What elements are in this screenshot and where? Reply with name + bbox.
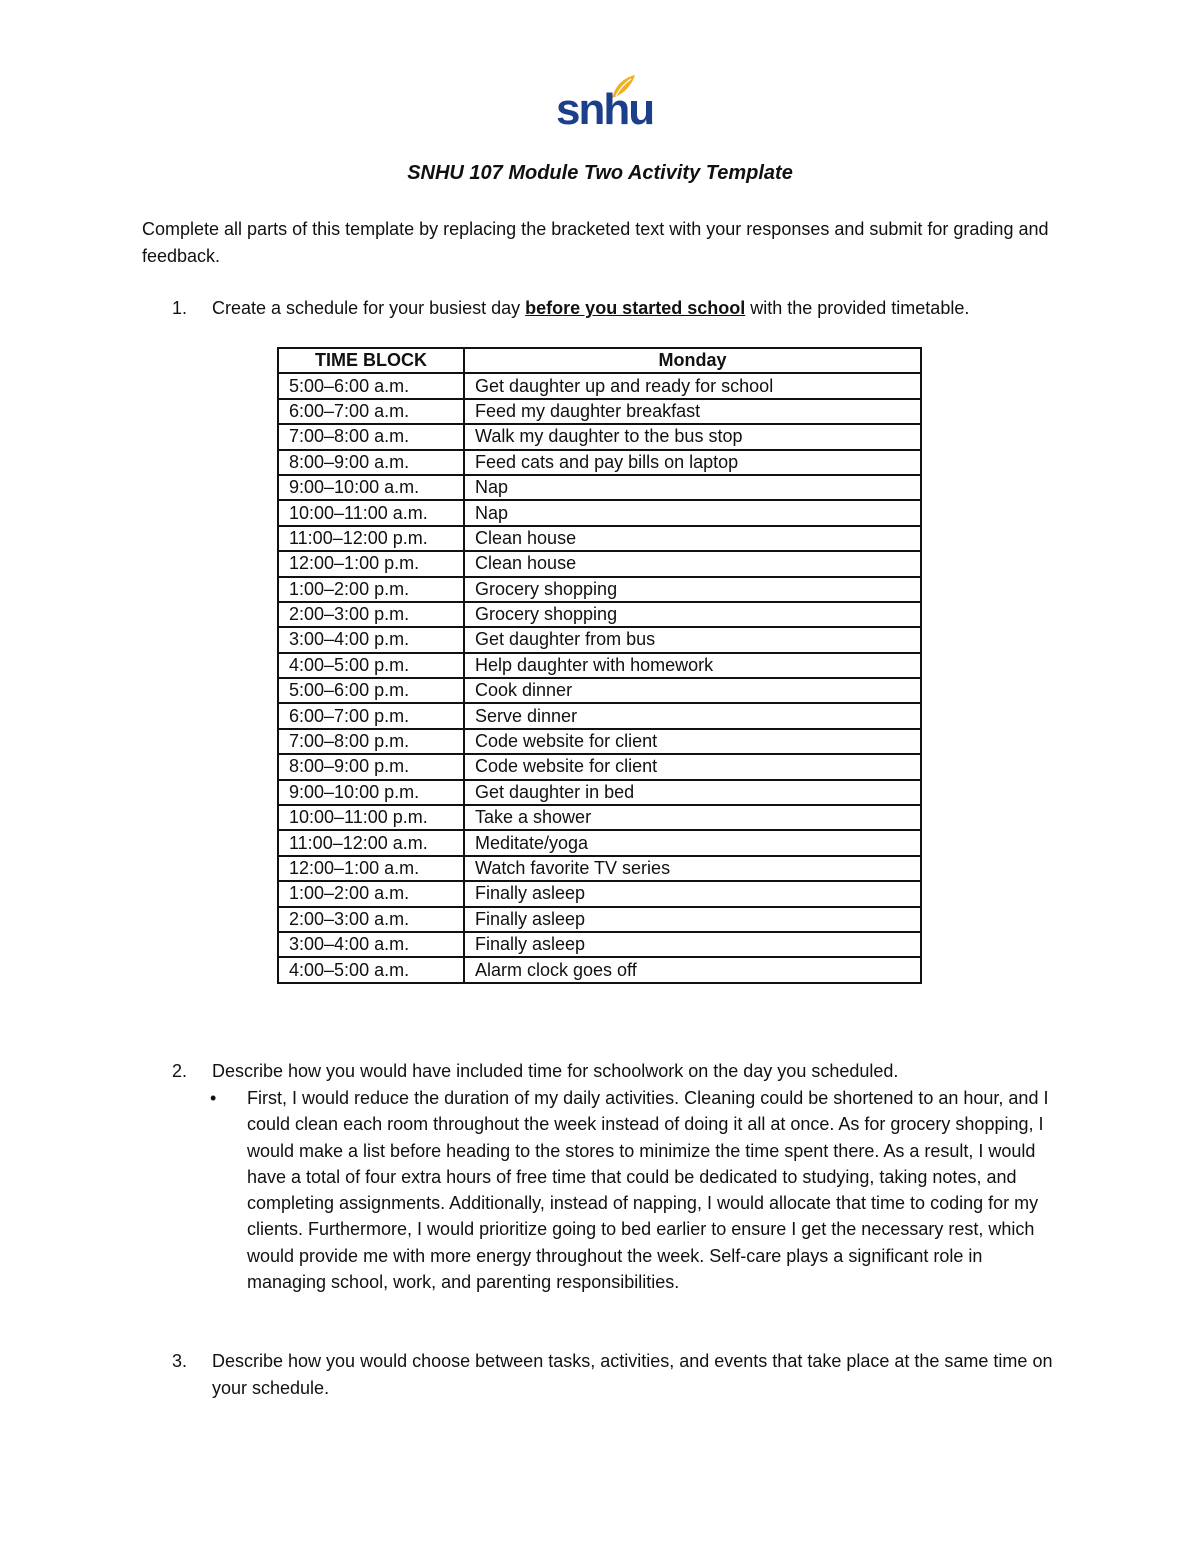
table-row (278, 450, 921, 475)
activity-cell: Finally asleep (464, 932, 921, 957)
table-row (278, 653, 921, 678)
time-block-cell: 10:00–11:00 p.m. (278, 805, 464, 830)
activity-cell: Walk my daughter to the bus stop (464, 424, 921, 449)
time-block-cell: 4:00–5:00 a.m. (278, 957, 464, 982)
activity-cell: Watch favorite TV series (464, 856, 921, 881)
table-row (278, 526, 921, 551)
time-block-cell: 2:00–3:00 a.m. (278, 907, 464, 932)
activity-cell: Clean house (464, 526, 921, 551)
table-row (278, 399, 921, 424)
snhu-logo (556, 74, 654, 134)
activity-cell: Code website for client (464, 729, 921, 754)
time-block-cell: 5:00–6:00 a.m. (278, 373, 464, 398)
activity-cell: Serve dinner (464, 703, 921, 728)
activity-cell: Finally asleep (464, 881, 921, 906)
activity-cell: Code website for client (464, 754, 921, 779)
time-block-cell: 8:00–9:00 p.m. (278, 754, 464, 779)
table-row (278, 932, 921, 957)
answer-text: First, I would reduce the duration of my daily activities. Cleaning could be shortened to an hour, and I could clean each room throughout the week instead of doing it all at once. As for grocery shopping, I would make a list before heading to the stores to minimize the time spent there. As a result, I would have a total of four extra hours of free time that could be dedicated to studying, taking notes, and completing assignments. Additionally, instead of napping, I would allocate that time to coding for my clients. Furthermore, I would prioritize going to bed earlier to ensure I get the necessary rest, which would provide me with more energy throughout the week. Self-care plays a significant role in managing school, work, and parenting responsibilities. (247, 1088, 1049, 1293)
time-block-cell: 3:00–4:00 a.m. (278, 932, 464, 957)
time-block-cell: 11:00–12:00 a.m. (278, 830, 464, 855)
time-block-cell: 2:00–3:00 p.m. (278, 602, 464, 627)
time-block-cell: 7:00–8:00 p.m. (278, 729, 464, 754)
question-text: Create a schedule for your busiest day before you started school with the provided timetable. (212, 298, 970, 318)
question-number: 1. (172, 298, 188, 318)
table-row (278, 881, 921, 906)
time-block-cell: 1:00–2:00 a.m. (278, 881, 464, 906)
question-text: Describe how you would choose between tasks, activities, and events that take place at the same time on your schedule. (212, 1351, 1053, 1398)
activity-cell: Nap (464, 475, 921, 500)
time-block-cell: 9:00–10:00 a.m. (278, 475, 464, 500)
table-row (278, 602, 921, 627)
activity-cell: Nap (464, 500, 921, 525)
time-block-cell: 6:00–7:00 p.m. (278, 703, 464, 728)
table-row (278, 424, 921, 449)
time-block-cell: 8:00–9:00 a.m. (278, 450, 464, 475)
table-row (278, 475, 921, 500)
table-row (278, 703, 921, 728)
schedule-table (277, 347, 922, 984)
activity-cell: Clean house (464, 551, 921, 576)
schedule-body (278, 373, 921, 982)
intro-paragraph: Complete all parts of this template by replacing the bracketed text with your responses and submit for grading and feedback. (142, 219, 1049, 266)
question-number: 2. (172, 1061, 188, 1081)
time-block-cell: 9:00–10:00 p.m. (278, 780, 464, 805)
table-row (278, 729, 921, 754)
activity-cell: Help daughter with homework (464, 653, 921, 678)
table-row (278, 551, 921, 576)
page-title: SNHU 107 Module Two Activity Template (407, 162, 793, 184)
time-block-cell: 3:00–4:00 p.m. (278, 627, 464, 652)
question-text: Describe how you would have included time for schoolwork on the day you scheduled. (212, 1061, 899, 1081)
time-block-cell: 12:00–1:00 p.m. (278, 551, 464, 576)
table-row (278, 957, 921, 982)
time-block-cell: 4:00–5:00 p.m. (278, 653, 464, 678)
logo-wordmark: snhu (556, 85, 654, 134)
table-row (278, 373, 921, 398)
time-block-cell: 11:00–12:00 p.m. (278, 526, 464, 551)
question-number: 3. (172, 1351, 188, 1371)
time-block-cell: 7:00–8:00 a.m. (278, 424, 464, 449)
table-row (278, 627, 921, 652)
activity-cell: Get daughter up and ready for school (464, 373, 921, 398)
table-row (278, 780, 921, 805)
emphasis-text: before you started school (525, 298, 746, 318)
time-block-cell: 5:00–6:00 p.m. (278, 678, 464, 703)
activity-cell: Feed cats and pay bills on laptop (464, 450, 921, 475)
column-header-time: TIME BLOCK (278, 348, 464, 373)
table-row (278, 577, 921, 602)
activity-cell: Take a shower (464, 805, 921, 830)
table-row (278, 500, 921, 525)
activity-cell: Grocery shopping (464, 602, 921, 627)
activity-cell: Alarm clock goes off (464, 957, 921, 982)
table-row (278, 754, 921, 779)
table-row (278, 856, 921, 881)
time-block-cell: 1:00–2:00 p.m. (278, 577, 464, 602)
time-block-cell: 6:00–7:00 a.m. (278, 399, 464, 424)
activity-cell: Grocery shopping (464, 577, 921, 602)
activity-cell: Get daughter from bus (464, 627, 921, 652)
time-block-cell: 10:00–11:00 a.m. (278, 500, 464, 525)
column-header-day: Monday (464, 348, 921, 373)
activity-cell: Finally asleep (464, 907, 921, 932)
table-header-row (278, 348, 921, 373)
table-row (278, 830, 921, 855)
bullet-icon: • (210, 1088, 217, 1108)
table-row (278, 805, 921, 830)
time-block-cell: 12:00–1:00 a.m. (278, 856, 464, 881)
activity-cell: Feed my daughter breakfast (464, 399, 921, 424)
table-row (278, 678, 921, 703)
activity-cell: Meditate/yoga (464, 830, 921, 855)
activity-cell: Get daughter in bed (464, 780, 921, 805)
table-row (278, 907, 921, 932)
activity-cell: Cook dinner (464, 678, 921, 703)
